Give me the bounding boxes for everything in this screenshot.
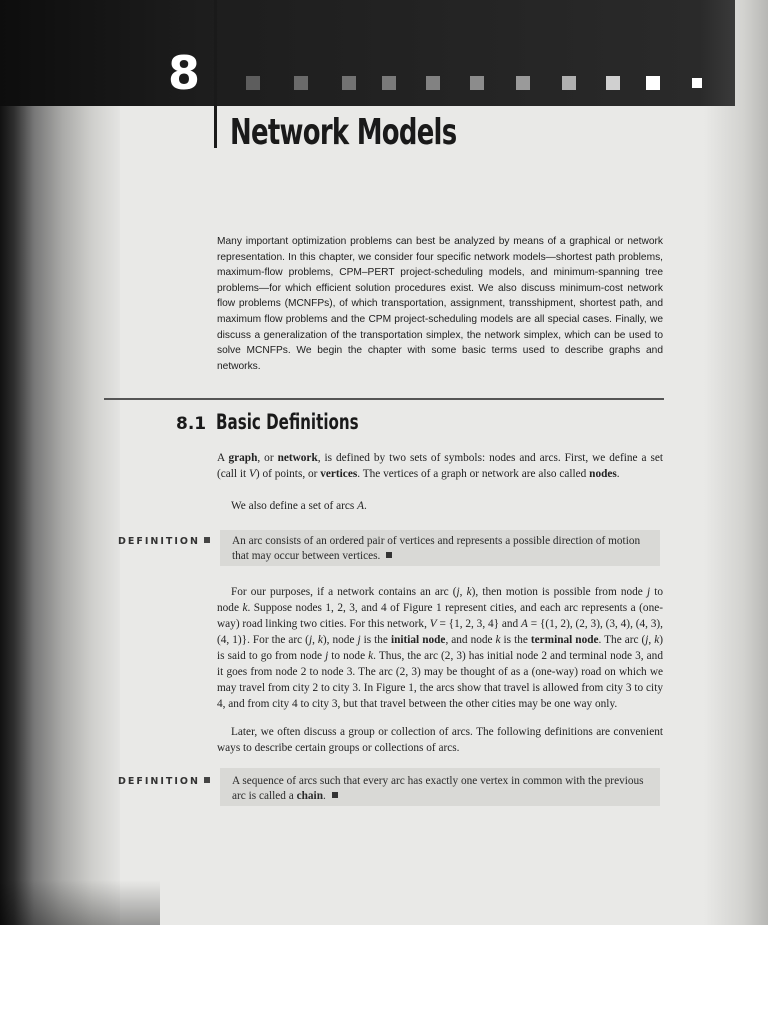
chapter-intro: Many important optimization problems can best be analyzed by means of a graphical or network representation. In this chapter, we consider four specific network models—shortest path problems, maximum-flow problems, CPM–PERT project-scheduling models, and minimum-spanning tree problems—for which efficient solution procedures exist. We also discuss minimum-cost network flow problems (MCNFPs), of which transportation, assignment, transshipment, shortest path, and maximum flow problems and the CPM project-scheduling models are all special cases. Finally, we discuss a generalization of the transportation simplex, the network simplex, which can be used to solve MCNFPs. We begin the chapter with some basic terms used to describe graphs and networks.	[217, 236, 663, 372]
end-of-definition-icon	[386, 552, 392, 558]
decorative-squares	[246, 76, 716, 96]
decorative-square	[342, 76, 356, 90]
paragraph-graph-definition: A graph, or network, is defined by two sets of symbols: nodes and arcs. First, we define a set (call it V) of points, or vertices. The vertices of a graph or network are also called nodes.	[217, 452, 663, 480]
decorative-square	[516, 76, 530, 90]
decorative-square	[382, 76, 396, 90]
decorative-square	[692, 78, 702, 88]
definition-arc-text: An arc consists of an ordered pair of vertices and represents a possible direction of motion that may occur between vertices.	[232, 535, 641, 562]
decorative-square	[426, 76, 440, 90]
bottom-shadow	[0, 880, 160, 925]
decorative-square	[294, 76, 308, 90]
definition-chain-text: A sequence of arcs such that every arc has exactly one vertex in common with the previous arc is called a chain.	[232, 775, 644, 802]
definition-label: DEFINITION	[118, 536, 210, 547]
definition-label: DEFINITION	[118, 776, 210, 787]
paragraph-arcs-set: We also define a set of arcs A.	[231, 500, 367, 512]
section-number: 8.1	[176, 414, 207, 434]
chapter-header-band	[0, 0, 735, 106]
chapter-number: 8	[168, 46, 201, 100]
section-divider	[104, 398, 664, 400]
decorative-square	[646, 76, 660, 90]
decorative-square	[562, 76, 576, 90]
section-title: Basic Definitions	[216, 410, 359, 434]
decorative-square	[606, 76, 620, 90]
end-of-definition-icon	[332, 792, 338, 798]
decorative-square	[246, 76, 260, 90]
definition-marker-icon	[204, 777, 210, 783]
paragraph-arc-motion: For our purposes, if a network contains an arc (j, k), then motion is possible from node j to node k. Suppose nodes 1, 2, 3, and 4 of Figure 1 represent cities, and each arc represents a (one-way) road linking two cities. For this network, V = {1, 2, 3, 4} and A = {(1, 2), (2, 3), (3, 4), (4, 3), (4, 1)}. For the arc (j, k), node j is the initial node, and node k is the terminal node. The arc (j, k) is said to go from node j to node k. Thus, the arc (2, 3) has initial node 2 and terminal node 3, and it goes from node 2 to node 3. The arc (2, 3) may be thought of as a (one-way) road on which we may travel from city 2 to city 3. In Figure 1, the arcs show that travel is allowed from city 3 to city 4, and from city 4 to city 3, but that travel between the other cities may be one way only.	[217, 586, 664, 710]
decorative-square	[470, 76, 484, 90]
title-vertical-rule	[214, 0, 217, 148]
definition-marker-icon	[204, 537, 210, 543]
book-spine-shadow	[0, 0, 120, 925]
page-edge-shadow	[704, 0, 768, 925]
paragraph-collections: Later, we often discuss a group or collection of arcs. The following definitions are convenient ways to describe certain groups or collections of arcs.	[217, 726, 663, 754]
chapter-title: Network Models	[230, 112, 457, 153]
